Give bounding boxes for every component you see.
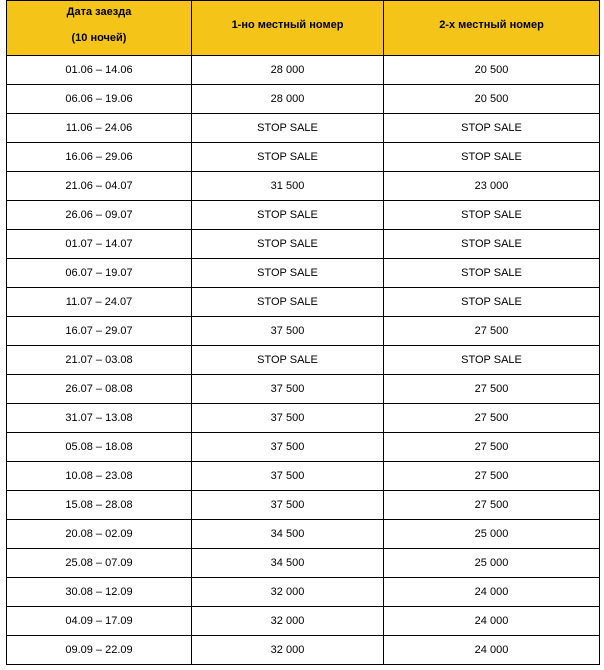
cell-single-room-price: 37 500 bbox=[192, 433, 384, 462]
cell-double-room-price: 24 000 bbox=[384, 578, 600, 607]
cell-single-room-price: 31 500 bbox=[192, 172, 384, 201]
cell-double-room-price: 27 500 bbox=[384, 317, 600, 346]
cell-arrival-dates: 06.06 – 19.06 bbox=[7, 85, 192, 114]
cell-arrival-dates: 16.06 – 29.06 bbox=[7, 143, 192, 172]
table-row bbox=[7, 85, 600, 114]
cell-single-room-price: 37 500 bbox=[192, 404, 384, 433]
cell-single-room-price: 37 500 bbox=[192, 491, 384, 520]
header-nights-note: (10 ночей) bbox=[71, 32, 127, 44]
cell-single-room-price: 32 000 bbox=[192, 636, 384, 665]
cell-double-room-price: STOP SALE bbox=[384, 143, 600, 172]
table-row bbox=[7, 607, 600, 636]
cell-single-room-price: 32 000 bbox=[192, 578, 384, 607]
cell-arrival-dates: 31.07 – 13.08 bbox=[7, 404, 192, 433]
table-row bbox=[7, 346, 600, 375]
cell-arrival-dates: 11.07 – 24.07 bbox=[7, 288, 192, 317]
table-row bbox=[7, 636, 600, 665]
cell-double-room-price: 25 000 bbox=[384, 520, 600, 549]
cell-double-room-price: STOP SALE bbox=[384, 114, 600, 143]
cell-arrival-dates: 20.08 – 02.09 bbox=[7, 520, 192, 549]
header-single-room-label: 1-но местный номер bbox=[231, 19, 344, 31]
cell-double-room-price: 27 500 bbox=[384, 433, 600, 462]
cell-double-room-price: 24 000 bbox=[384, 607, 600, 636]
table-row bbox=[7, 317, 600, 346]
table-body bbox=[7, 56, 600, 665]
table-row bbox=[7, 404, 600, 433]
cell-single-room-price: STOP SALE bbox=[192, 143, 384, 172]
cell-double-room-price: 20 500 bbox=[384, 85, 600, 114]
table-row bbox=[7, 201, 600, 230]
table-row bbox=[7, 491, 600, 520]
header-row bbox=[7, 1, 600, 56]
cell-arrival-dates: 25.08 – 07.09 bbox=[7, 549, 192, 578]
cell-single-room-price: 32 000 bbox=[192, 607, 384, 636]
table-row bbox=[7, 56, 600, 85]
cell-single-room-price: 37 500 bbox=[192, 375, 384, 404]
cell-arrival-dates: 21.06 – 04.07 bbox=[7, 172, 192, 201]
cell-arrival-dates: 01.07 – 14.07 bbox=[7, 230, 192, 259]
cell-arrival-dates: 26.06 – 09.07 bbox=[7, 201, 192, 230]
header-double-room-label: 2-х местный номер bbox=[439, 19, 544, 31]
cell-double-room-price: 23 000 bbox=[384, 172, 600, 201]
table-row bbox=[7, 230, 600, 259]
table-row bbox=[7, 433, 600, 462]
cell-double-room-price: 27 500 bbox=[384, 375, 600, 404]
cell-arrival-dates: 30.08 – 12.09 bbox=[7, 578, 192, 607]
cell-single-room-price: STOP SALE bbox=[192, 288, 384, 317]
cell-single-room-price: 37 500 bbox=[192, 462, 384, 491]
table-row bbox=[7, 288, 600, 317]
cell-arrival-dates: 06.07 – 19.07 bbox=[7, 259, 192, 288]
cell-double-room-price: 20 500 bbox=[384, 56, 600, 85]
header-double-room bbox=[384, 1, 600, 56]
header-arrival-dates-label: Дата заезда bbox=[66, 6, 132, 18]
table-row bbox=[7, 578, 600, 607]
cell-double-room-price: 25 000 bbox=[384, 549, 600, 578]
cell-double-room-price: STOP SALE bbox=[384, 346, 600, 375]
cell-double-room-price: STOP SALE bbox=[384, 201, 600, 230]
table-row bbox=[7, 114, 600, 143]
cell-double-room-price: STOP SALE bbox=[384, 259, 600, 288]
table-row bbox=[7, 143, 600, 172]
cell-single-room-price: STOP SALE bbox=[192, 114, 384, 143]
table-row bbox=[7, 462, 600, 491]
cell-single-room-price: 34 500 bbox=[192, 520, 384, 549]
table-row bbox=[7, 549, 600, 578]
cell-double-room-price: 27 500 bbox=[384, 491, 600, 520]
cell-single-room-price: STOP SALE bbox=[192, 346, 384, 375]
header-single-room bbox=[192, 1, 384, 56]
cell-arrival-dates: 15.08 – 28.08 bbox=[7, 491, 192, 520]
cell-arrival-dates: 16.07 – 29.07 bbox=[7, 317, 192, 346]
cell-single-room-price: STOP SALE bbox=[192, 201, 384, 230]
cell-single-room-price: STOP SALE bbox=[192, 259, 384, 288]
table-row bbox=[7, 172, 600, 201]
cell-single-room-price: 28 000 bbox=[192, 56, 384, 85]
cell-arrival-dates: 01.06 – 14.06 bbox=[7, 56, 192, 85]
cell-single-room-price: STOP SALE bbox=[192, 230, 384, 259]
cell-arrival-dates: 04.09 – 17.09 bbox=[7, 607, 192, 636]
header-arrival-dates bbox=[7, 1, 192, 56]
table-row bbox=[7, 375, 600, 404]
table-row bbox=[7, 259, 600, 288]
cell-single-room-price: 28 000 bbox=[192, 85, 384, 114]
price-table bbox=[6, 0, 600, 665]
table-row bbox=[7, 520, 600, 549]
cell-double-room-price: STOP SALE bbox=[384, 288, 600, 317]
cell-arrival-dates: 11.06 – 24.06 bbox=[7, 114, 192, 143]
cell-arrival-dates: 21.07 – 03.08 bbox=[7, 346, 192, 375]
cell-double-room-price: STOP SALE bbox=[384, 230, 600, 259]
table-header bbox=[7, 1, 600, 56]
cell-double-room-price: 24 000 bbox=[384, 636, 600, 665]
cell-arrival-dates: 09.09 – 22.09 bbox=[7, 636, 192, 665]
cell-arrival-dates: 05.08 – 18.08 bbox=[7, 433, 192, 462]
cell-arrival-dates: 10.08 – 23.08 bbox=[7, 462, 192, 491]
cell-single-room-price: 37 500 bbox=[192, 317, 384, 346]
cell-double-room-price: 27 500 bbox=[384, 404, 600, 433]
cell-single-room-price: 34 500 bbox=[192, 549, 384, 578]
cell-arrival-dates: 26.07 – 08.08 bbox=[7, 375, 192, 404]
cell-double-room-price: 27 500 bbox=[384, 462, 600, 491]
